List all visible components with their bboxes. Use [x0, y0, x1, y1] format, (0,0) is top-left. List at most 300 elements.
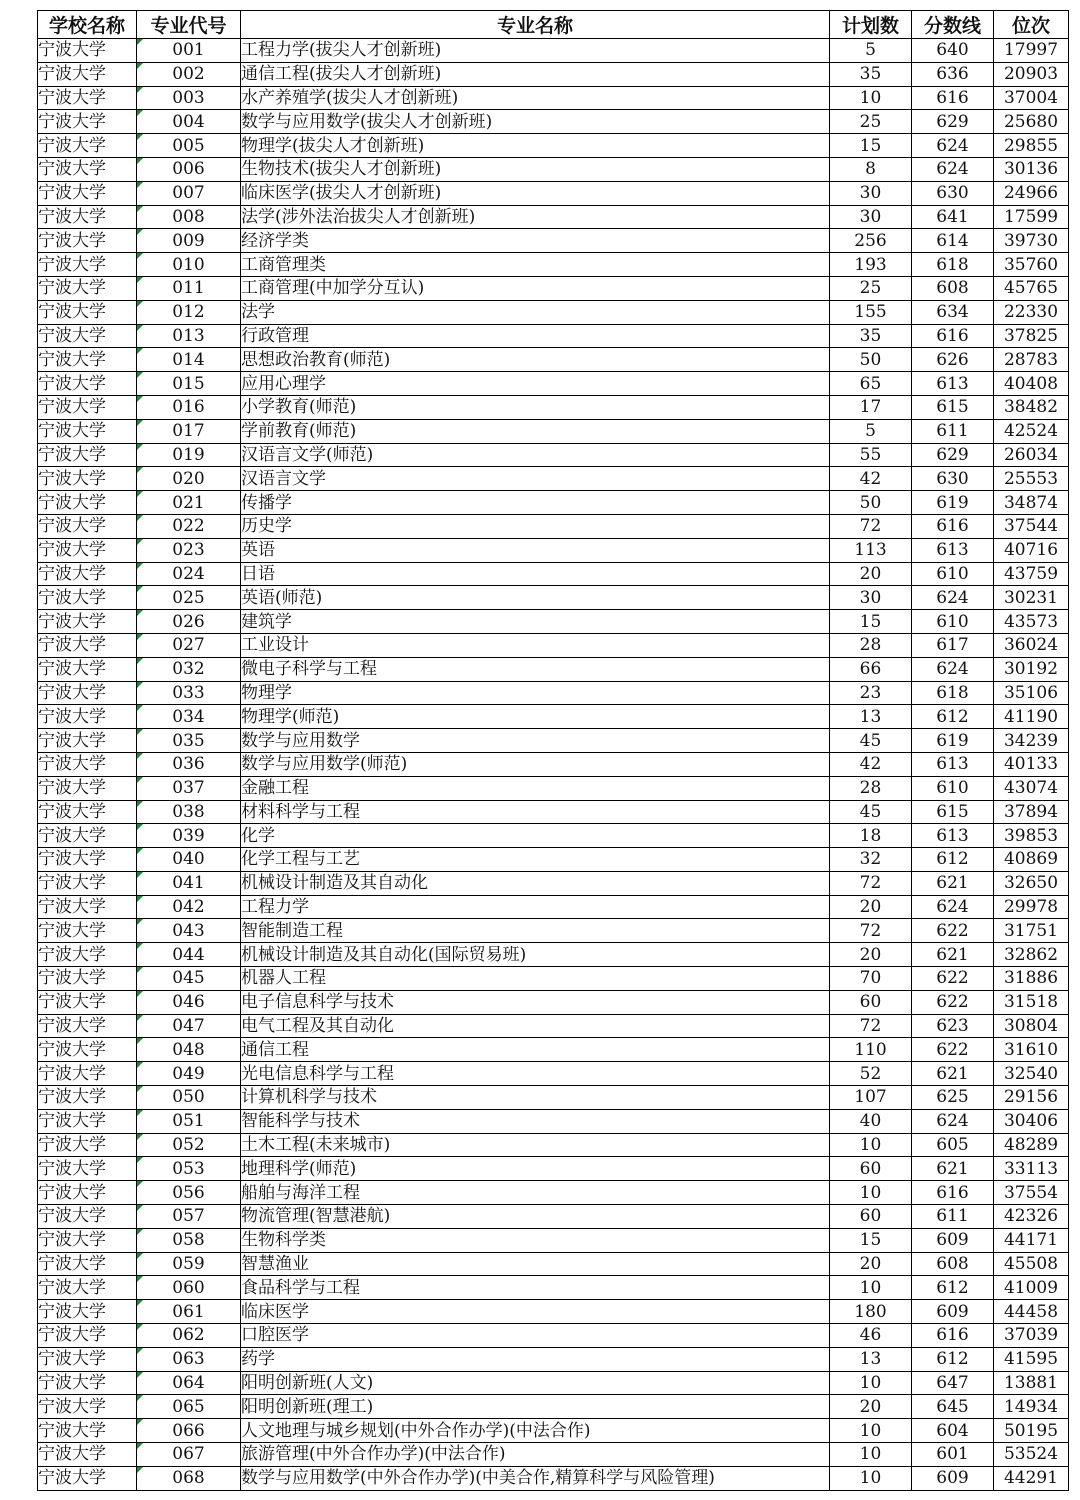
- cell-major-name[interactable]: 口腔医学: [241, 1324, 830, 1348]
- cell-major-code[interactable]: 013: [137, 324, 241, 348]
- cell-rank[interactable]: 22330: [994, 300, 1069, 324]
- header-major-name[interactable]: 专业名称: [241, 11, 830, 39]
- cell-plan-count[interactable]: 5: [830, 39, 912, 63]
- cell-major-code[interactable]: 026: [137, 610, 241, 634]
- cell-major-name[interactable]: 物理学(拔尖人才创新班): [241, 134, 830, 158]
- cell-school-name[interactable]: 宁波大学: [38, 1300, 137, 1324]
- cell-score-line[interactable]: 609: [912, 1300, 994, 1324]
- cell-rank[interactable]: 37554: [994, 1181, 1069, 1205]
- cell-major-name[interactable]: 汉语言文学: [241, 467, 830, 491]
- cell-major-code[interactable]: 024: [137, 562, 241, 586]
- cell-rank[interactable]: 43759: [994, 562, 1069, 586]
- cell-score-line[interactable]: 616: [912, 1324, 994, 1348]
- cell-rank[interactable]: 34239: [994, 729, 1069, 753]
- cell-plan-count[interactable]: 72: [830, 514, 912, 538]
- cell-major-code[interactable]: 002: [137, 62, 241, 86]
- cell-rank[interactable]: 30406: [994, 1109, 1069, 1133]
- cell-score-line[interactable]: 621: [912, 1157, 994, 1181]
- cell-score-line[interactable]: 616: [912, 514, 994, 538]
- cell-score-line[interactable]: 641: [912, 205, 994, 229]
- cell-plan-count[interactable]: 60: [830, 1157, 912, 1181]
- cell-rank[interactable]: 31610: [994, 1038, 1069, 1062]
- cell-major-code[interactable]: 023: [137, 538, 241, 562]
- cell-major-code[interactable]: 047: [137, 1014, 241, 1038]
- cell-plan-count[interactable]: 72: [830, 1014, 912, 1038]
- cell-rank[interactable]: 42326: [994, 1205, 1069, 1229]
- cell-major-code[interactable]: 044: [137, 943, 241, 967]
- cell-score-line[interactable]: 618: [912, 253, 994, 277]
- cell-plan-count[interactable]: 8: [830, 157, 912, 181]
- cell-school-name[interactable]: 宁波大学: [38, 324, 137, 348]
- cell-rank[interactable]: 34874: [994, 491, 1069, 515]
- cell-plan-count[interactable]: 10: [830, 1419, 912, 1443]
- cell-school-name[interactable]: 宁波大学: [38, 967, 137, 991]
- cell-school-name[interactable]: 宁波大学: [38, 62, 137, 86]
- cell-major-name[interactable]: 物流管理(智慧港航): [241, 1205, 830, 1229]
- header-rank[interactable]: 位次: [994, 11, 1069, 39]
- cell-rank[interactable]: 37894: [994, 800, 1069, 824]
- cell-school-name[interactable]: 宁波大学: [38, 348, 137, 372]
- cell-school-name[interactable]: 宁波大学: [38, 586, 137, 610]
- cell-score-line[interactable]: 613: [912, 372, 994, 396]
- cell-plan-count[interactable]: 20: [830, 1395, 912, 1419]
- cell-score-line[interactable]: 630: [912, 467, 994, 491]
- cell-rank[interactable]: 40716: [994, 538, 1069, 562]
- cell-plan-count[interactable]: 113: [830, 538, 912, 562]
- cell-score-line[interactable]: 608: [912, 1252, 994, 1276]
- cell-major-code[interactable]: 062: [137, 1324, 241, 1348]
- cell-score-line[interactable]: 611: [912, 419, 994, 443]
- cell-plan-count[interactable]: 30: [830, 181, 912, 205]
- cell-score-line[interactable]: 640: [912, 39, 994, 63]
- cell-major-name[interactable]: 物理学(师范): [241, 705, 830, 729]
- cell-major-code[interactable]: 001: [137, 39, 241, 63]
- cell-rank[interactable]: 31886: [994, 967, 1069, 991]
- cell-major-code[interactable]: 049: [137, 1062, 241, 1086]
- cell-school-name[interactable]: 宁波大学: [38, 229, 137, 253]
- cell-score-line[interactable]: 623: [912, 1014, 994, 1038]
- cell-major-name[interactable]: 数学与应用数学(师范): [241, 752, 830, 776]
- cell-major-name[interactable]: 微电子科学与工程: [241, 657, 830, 681]
- cell-major-name[interactable]: 历史学: [241, 514, 830, 538]
- cell-score-line[interactable]: 624: [912, 586, 994, 610]
- cell-major-name[interactable]: 工商管理类: [241, 253, 830, 277]
- cell-major-name[interactable]: 地理科学(师范): [241, 1157, 830, 1181]
- cell-rank[interactable]: 53524: [994, 1443, 1069, 1467]
- cell-school-name[interactable]: 宁波大学: [38, 1347, 137, 1371]
- cell-score-line[interactable]: 624: [912, 134, 994, 158]
- cell-school-name[interactable]: 宁波大学: [38, 39, 137, 63]
- cell-plan-count[interactable]: 155: [830, 300, 912, 324]
- cell-school-name[interactable]: 宁波大学: [38, 610, 137, 634]
- cell-major-name[interactable]: 行政管理: [241, 324, 830, 348]
- cell-rank[interactable]: 13881: [994, 1371, 1069, 1395]
- cell-school-name[interactable]: 宁波大学: [38, 134, 137, 158]
- cell-score-line[interactable]: 609: [912, 1228, 994, 1252]
- cell-major-name[interactable]: 数学与应用数学(拔尖人才创新班): [241, 110, 830, 134]
- cell-score-line[interactable]: 626: [912, 348, 994, 372]
- cell-school-name[interactable]: 宁波大学: [38, 895, 137, 919]
- cell-major-name[interactable]: 临床医学: [241, 1300, 830, 1324]
- cell-major-name[interactable]: 学前教育(师范): [241, 419, 830, 443]
- cell-rank[interactable]: 38482: [994, 395, 1069, 419]
- cell-major-name[interactable]: 智慧渔业: [241, 1252, 830, 1276]
- cell-school-name[interactable]: 宁波大学: [38, 848, 137, 872]
- cell-school-name[interactable]: 宁波大学: [38, 943, 137, 967]
- cell-school-name[interactable]: 宁波大学: [38, 1419, 137, 1443]
- cell-plan-count[interactable]: 72: [830, 871, 912, 895]
- cell-major-name[interactable]: 法学(涉外法治拔尖人才创新班): [241, 205, 830, 229]
- cell-plan-count[interactable]: 30: [830, 586, 912, 610]
- cell-plan-count[interactable]: 40: [830, 1109, 912, 1133]
- cell-plan-count[interactable]: 20: [830, 562, 912, 586]
- cell-major-code[interactable]: 048: [137, 1038, 241, 1062]
- cell-major-code[interactable]: 017: [137, 419, 241, 443]
- cell-major-code[interactable]: 015: [137, 372, 241, 396]
- cell-rank[interactable]: 43573: [994, 610, 1069, 634]
- cell-major-code[interactable]: 032: [137, 657, 241, 681]
- cell-major-name[interactable]: 人文地理与城乡规划(中外合作办学)(中法合作): [241, 1419, 830, 1443]
- cell-major-code[interactable]: 008: [137, 205, 241, 229]
- cell-rank[interactable]: 30231: [994, 586, 1069, 610]
- cell-major-name[interactable]: 数学与应用数学: [241, 729, 830, 753]
- cell-score-line[interactable]: 612: [912, 705, 994, 729]
- cell-score-line[interactable]: 601: [912, 1443, 994, 1467]
- cell-plan-count[interactable]: 23: [830, 681, 912, 705]
- cell-score-line[interactable]: 621: [912, 1062, 994, 1086]
- cell-plan-count[interactable]: 65: [830, 372, 912, 396]
- cell-school-name[interactable]: 宁波大学: [38, 205, 137, 229]
- cell-major-code[interactable]: 014: [137, 348, 241, 372]
- cell-school-name[interactable]: 宁波大学: [38, 657, 137, 681]
- cell-school-name[interactable]: 宁波大学: [38, 395, 137, 419]
- cell-rank[interactable]: 31518: [994, 990, 1069, 1014]
- cell-major-name[interactable]: 水产养殖学(拔尖人才创新班): [241, 86, 830, 110]
- cell-major-name[interactable]: 英语: [241, 538, 830, 562]
- cell-plan-count[interactable]: 45: [830, 800, 912, 824]
- cell-score-line[interactable]: 616: [912, 1181, 994, 1205]
- cell-school-name[interactable]: 宁波大学: [38, 633, 137, 657]
- cell-rank[interactable]: 45508: [994, 1252, 1069, 1276]
- cell-rank[interactable]: 30136: [994, 157, 1069, 181]
- cell-school-name[interactable]: 宁波大学: [38, 110, 137, 134]
- cell-plan-count[interactable]: 35: [830, 62, 912, 86]
- cell-score-line[interactable]: 610: [912, 610, 994, 634]
- cell-rank[interactable]: 29855: [994, 134, 1069, 158]
- cell-score-line[interactable]: 615: [912, 800, 994, 824]
- cell-score-line[interactable]: 621: [912, 943, 994, 967]
- cell-plan-count[interactable]: 72: [830, 919, 912, 943]
- cell-plan-count[interactable]: 17: [830, 395, 912, 419]
- cell-major-code[interactable]: 021: [137, 491, 241, 515]
- cell-score-line[interactable]: 604: [912, 1419, 994, 1443]
- cell-school-name[interactable]: 宁波大学: [38, 419, 137, 443]
- cell-major-name[interactable]: 建筑学: [241, 610, 830, 634]
- cell-major-name[interactable]: 化学: [241, 824, 830, 848]
- cell-major-code[interactable]: 043: [137, 919, 241, 943]
- cell-rank[interactable]: 20903: [994, 62, 1069, 86]
- cell-major-name[interactable]: 工业设计: [241, 633, 830, 657]
- header-plan-count[interactable]: 计划数: [830, 11, 912, 39]
- cell-score-line[interactable]: 634: [912, 300, 994, 324]
- cell-rank[interactable]: 45765: [994, 276, 1069, 300]
- cell-major-code[interactable]: 010: [137, 253, 241, 277]
- cell-school-name[interactable]: 宁波大学: [38, 1109, 137, 1133]
- cell-school-name[interactable]: 宁波大学: [38, 514, 137, 538]
- cell-major-code[interactable]: 035: [137, 729, 241, 753]
- cell-school-name[interactable]: 宁波大学: [38, 467, 137, 491]
- cell-major-name[interactable]: 通信工程(拔尖人才创新班): [241, 62, 830, 86]
- cell-plan-count[interactable]: 110: [830, 1038, 912, 1062]
- cell-major-code[interactable]: 019: [137, 443, 241, 467]
- cell-plan-count[interactable]: 70: [830, 967, 912, 991]
- cell-score-line[interactable]: 622: [912, 1038, 994, 1062]
- cell-major-code[interactable]: 057: [137, 1205, 241, 1229]
- cell-major-name[interactable]: 土木工程(未来城市): [241, 1133, 830, 1157]
- cell-school-name[interactable]: 宁波大学: [38, 491, 137, 515]
- cell-major-code[interactable]: 063: [137, 1347, 241, 1371]
- cell-rank[interactable]: 25553: [994, 467, 1069, 491]
- cell-rank[interactable]: 44458: [994, 1300, 1069, 1324]
- cell-rank[interactable]: 30804: [994, 1014, 1069, 1038]
- cell-rank[interactable]: 40869: [994, 848, 1069, 872]
- cell-major-name[interactable]: 阳明创新班(理工): [241, 1395, 830, 1419]
- cell-score-line[interactable]: 611: [912, 1205, 994, 1229]
- cell-major-name[interactable]: 生物技术(拔尖人才创新班): [241, 157, 830, 181]
- cell-rank[interactable]: 32650: [994, 871, 1069, 895]
- cell-school-name[interactable]: 宁波大学: [38, 253, 137, 277]
- cell-plan-count[interactable]: 55: [830, 443, 912, 467]
- header-score-line[interactable]: 分数线: [912, 11, 994, 39]
- cell-major-code[interactable]: 053: [137, 1157, 241, 1181]
- cell-plan-count[interactable]: 20: [830, 1252, 912, 1276]
- cell-major-code[interactable]: 039: [137, 824, 241, 848]
- cell-major-name[interactable]: 船舶与海洋工程: [241, 1181, 830, 1205]
- cell-plan-count[interactable]: 52: [830, 1062, 912, 1086]
- cell-plan-count[interactable]: 13: [830, 1347, 912, 1371]
- header-school-name[interactable]: 学校名称: [38, 11, 137, 39]
- cell-plan-count[interactable]: 28: [830, 776, 912, 800]
- cell-school-name[interactable]: 宁波大学: [38, 443, 137, 467]
- cell-major-code[interactable]: 005: [137, 134, 241, 158]
- cell-major-name[interactable]: 机器人工程: [241, 967, 830, 991]
- cell-plan-count[interactable]: 5: [830, 419, 912, 443]
- cell-plan-count[interactable]: 18: [830, 824, 912, 848]
- cell-major-name[interactable]: 电子信息科学与技术: [241, 990, 830, 1014]
- cell-major-name[interactable]: 工商管理(中加学分互认): [241, 276, 830, 300]
- cell-plan-count[interactable]: 50: [830, 348, 912, 372]
- cell-score-line[interactable]: 613: [912, 752, 994, 776]
- cell-plan-count[interactable]: 60: [830, 1205, 912, 1229]
- cell-major-code[interactable]: 067: [137, 1443, 241, 1467]
- cell-score-line[interactable]: 614: [912, 229, 994, 253]
- cell-score-line[interactable]: 618: [912, 681, 994, 705]
- cell-plan-count[interactable]: 180: [830, 1300, 912, 1324]
- cell-rank[interactable]: 42524: [994, 419, 1069, 443]
- cell-school-name[interactable]: 宁波大学: [38, 776, 137, 800]
- cell-rank[interactable]: 29156: [994, 1086, 1069, 1110]
- cell-score-line[interactable]: 615: [912, 395, 994, 419]
- cell-major-name[interactable]: 智能制造工程: [241, 919, 830, 943]
- cell-plan-count[interactable]: 10: [830, 1466, 912, 1490]
- cell-rank[interactable]: 29978: [994, 895, 1069, 919]
- cell-rank[interactable]: 40408: [994, 372, 1069, 396]
- cell-school-name[interactable]: 宁波大学: [38, 1371, 137, 1395]
- cell-major-name[interactable]: 智能科学与技术: [241, 1109, 830, 1133]
- header-major-code[interactable]: 专业代号: [137, 11, 241, 39]
- cell-rank[interactable]: 31751: [994, 919, 1069, 943]
- cell-major-code[interactable]: 052: [137, 1133, 241, 1157]
- cell-rank[interactable]: 41009: [994, 1276, 1069, 1300]
- cell-major-code[interactable]: 050: [137, 1086, 241, 1110]
- cell-school-name[interactable]: 宁波大学: [38, 300, 137, 324]
- cell-rank[interactable]: 44171: [994, 1228, 1069, 1252]
- cell-school-name[interactable]: 宁波大学: [38, 1181, 137, 1205]
- cell-major-code[interactable]: 038: [137, 800, 241, 824]
- cell-major-name[interactable]: 药学: [241, 1347, 830, 1371]
- cell-plan-count[interactable]: 193: [830, 253, 912, 277]
- cell-score-line[interactable]: 624: [912, 1109, 994, 1133]
- cell-plan-count[interactable]: 25: [830, 276, 912, 300]
- cell-score-line[interactable]: 612: [912, 848, 994, 872]
- cell-major-code[interactable]: 020: [137, 467, 241, 491]
- cell-plan-count[interactable]: 42: [830, 752, 912, 776]
- cell-school-name[interactable]: 宁波大学: [38, 871, 137, 895]
- cell-school-name[interactable]: 宁波大学: [38, 990, 137, 1014]
- cell-rank[interactable]: 41595: [994, 1347, 1069, 1371]
- cell-score-line[interactable]: 619: [912, 491, 994, 515]
- cell-major-code[interactable]: 041: [137, 871, 241, 895]
- cell-rank[interactable]: 37544: [994, 514, 1069, 538]
- cell-major-name[interactable]: 机械设计制造及其自动化(国际贸易班): [241, 943, 830, 967]
- cell-school-name[interactable]: 宁波大学: [38, 705, 137, 729]
- cell-major-name[interactable]: 应用心理学: [241, 372, 830, 396]
- cell-plan-count[interactable]: 10: [830, 86, 912, 110]
- cell-score-line[interactable]: 622: [912, 967, 994, 991]
- cell-rank[interactable]: 37004: [994, 86, 1069, 110]
- cell-rank[interactable]: 25680: [994, 110, 1069, 134]
- cell-plan-count[interactable]: 13: [830, 705, 912, 729]
- cell-major-code[interactable]: 042: [137, 895, 241, 919]
- cell-major-name[interactable]: 英语(师范): [241, 586, 830, 610]
- cell-major-code[interactable]: 058: [137, 1228, 241, 1252]
- cell-major-code[interactable]: 022: [137, 514, 241, 538]
- cell-major-name[interactable]: 传播学: [241, 491, 830, 515]
- cell-rank[interactable]: 14934: [994, 1395, 1069, 1419]
- cell-major-code[interactable]: 004: [137, 110, 241, 134]
- cell-major-name[interactable]: 物理学: [241, 681, 830, 705]
- cell-major-name[interactable]: 工程力学: [241, 895, 830, 919]
- cell-plan-count[interactable]: 30: [830, 205, 912, 229]
- cell-rank[interactable]: 33113: [994, 1157, 1069, 1181]
- cell-school-name[interactable]: 宁波大学: [38, 1276, 137, 1300]
- cell-score-line[interactable]: 613: [912, 538, 994, 562]
- cell-plan-count[interactable]: 42: [830, 467, 912, 491]
- cell-score-line[interactable]: 621: [912, 871, 994, 895]
- cell-major-code[interactable]: 027: [137, 633, 241, 657]
- cell-plan-count[interactable]: 60: [830, 990, 912, 1014]
- cell-school-name[interactable]: 宁波大学: [38, 681, 137, 705]
- cell-plan-count[interactable]: 256: [830, 229, 912, 253]
- cell-major-name[interactable]: 工程力学(拔尖人才创新班): [241, 39, 830, 63]
- cell-major-name[interactable]: 临床医学(拔尖人才创新班): [241, 181, 830, 205]
- cell-rank[interactable]: 37825: [994, 324, 1069, 348]
- cell-rank[interactable]: 40133: [994, 752, 1069, 776]
- cell-school-name[interactable]: 宁波大学: [38, 1014, 137, 1038]
- cell-score-line[interactable]: 617: [912, 633, 994, 657]
- cell-rank[interactable]: 24966: [994, 181, 1069, 205]
- cell-major-name[interactable]: 材料科学与工程: [241, 800, 830, 824]
- cell-score-line[interactable]: 624: [912, 895, 994, 919]
- cell-major-code[interactable]: 037: [137, 776, 241, 800]
- cell-school-name[interactable]: 宁波大学: [38, 157, 137, 181]
- cell-major-code[interactable]: 045: [137, 967, 241, 991]
- cell-major-name[interactable]: 机械设计制造及其自动化: [241, 871, 830, 895]
- cell-school-name[interactable]: 宁波大学: [38, 1228, 137, 1252]
- cell-plan-count[interactable]: 25: [830, 110, 912, 134]
- cell-score-line[interactable]: 613: [912, 824, 994, 848]
- cell-major-code[interactable]: 040: [137, 848, 241, 872]
- cell-plan-count[interactable]: 10: [830, 1181, 912, 1205]
- cell-rank[interactable]: 30192: [994, 657, 1069, 681]
- cell-school-name[interactable]: 宁波大学: [38, 1252, 137, 1276]
- cell-major-code[interactable]: 003: [137, 86, 241, 110]
- cell-plan-count[interactable]: 15: [830, 134, 912, 158]
- cell-rank[interactable]: 32862: [994, 943, 1069, 967]
- cell-major-name[interactable]: 生物科学类: [241, 1228, 830, 1252]
- cell-plan-count[interactable]: 10: [830, 1371, 912, 1395]
- cell-rank[interactable]: 26034: [994, 443, 1069, 467]
- cell-major-code[interactable]: 033: [137, 681, 241, 705]
- cell-plan-count[interactable]: 50: [830, 491, 912, 515]
- cell-school-name[interactable]: 宁波大学: [38, 372, 137, 396]
- cell-rank[interactable]: 50195: [994, 1419, 1069, 1443]
- cell-school-name[interactable]: 宁波大学: [38, 181, 137, 205]
- cell-score-line[interactable]: 636: [912, 62, 994, 86]
- cell-major-name[interactable]: 思想政治教育(师范): [241, 348, 830, 372]
- cell-school-name[interactable]: 宁波大学: [38, 1157, 137, 1181]
- cell-score-line[interactable]: 616: [912, 86, 994, 110]
- cell-major-name[interactable]: 日语: [241, 562, 830, 586]
- cell-school-name[interactable]: 宁波大学: [38, 1466, 137, 1490]
- cell-major-name[interactable]: 计算机科学与技术: [241, 1086, 830, 1110]
- cell-score-line[interactable]: 645: [912, 1395, 994, 1419]
- cell-school-name[interactable]: 宁波大学: [38, 1062, 137, 1086]
- cell-score-line[interactable]: 647: [912, 1371, 994, 1395]
- cell-score-line[interactable]: 610: [912, 562, 994, 586]
- cell-school-name[interactable]: 宁波大学: [38, 1086, 137, 1110]
- cell-major-name[interactable]: 光电信息科学与工程: [241, 1062, 830, 1086]
- cell-plan-count[interactable]: 32: [830, 848, 912, 872]
- cell-school-name[interactable]: 宁波大学: [38, 1395, 137, 1419]
- cell-school-name[interactable]: 宁波大学: [38, 1324, 137, 1348]
- cell-major-code[interactable]: 011: [137, 276, 241, 300]
- cell-school-name[interactable]: 宁波大学: [38, 1133, 137, 1157]
- cell-major-name[interactable]: 通信工程: [241, 1038, 830, 1062]
- cell-major-name[interactable]: 金融工程: [241, 776, 830, 800]
- cell-school-name[interactable]: 宁波大学: [38, 824, 137, 848]
- cell-major-name[interactable]: 经济学类: [241, 229, 830, 253]
- cell-plan-count[interactable]: 35: [830, 324, 912, 348]
- cell-school-name[interactable]: 宁波大学: [38, 919, 137, 943]
- cell-score-line[interactable]: 612: [912, 1276, 994, 1300]
- cell-score-line[interactable]: 622: [912, 919, 994, 943]
- cell-score-line[interactable]: 608: [912, 276, 994, 300]
- cell-rank[interactable]: 48289: [994, 1133, 1069, 1157]
- cell-major-code[interactable]: 064: [137, 1371, 241, 1395]
- cell-school-name[interactable]: 宁波大学: [38, 729, 137, 753]
- cell-major-code[interactable]: 012: [137, 300, 241, 324]
